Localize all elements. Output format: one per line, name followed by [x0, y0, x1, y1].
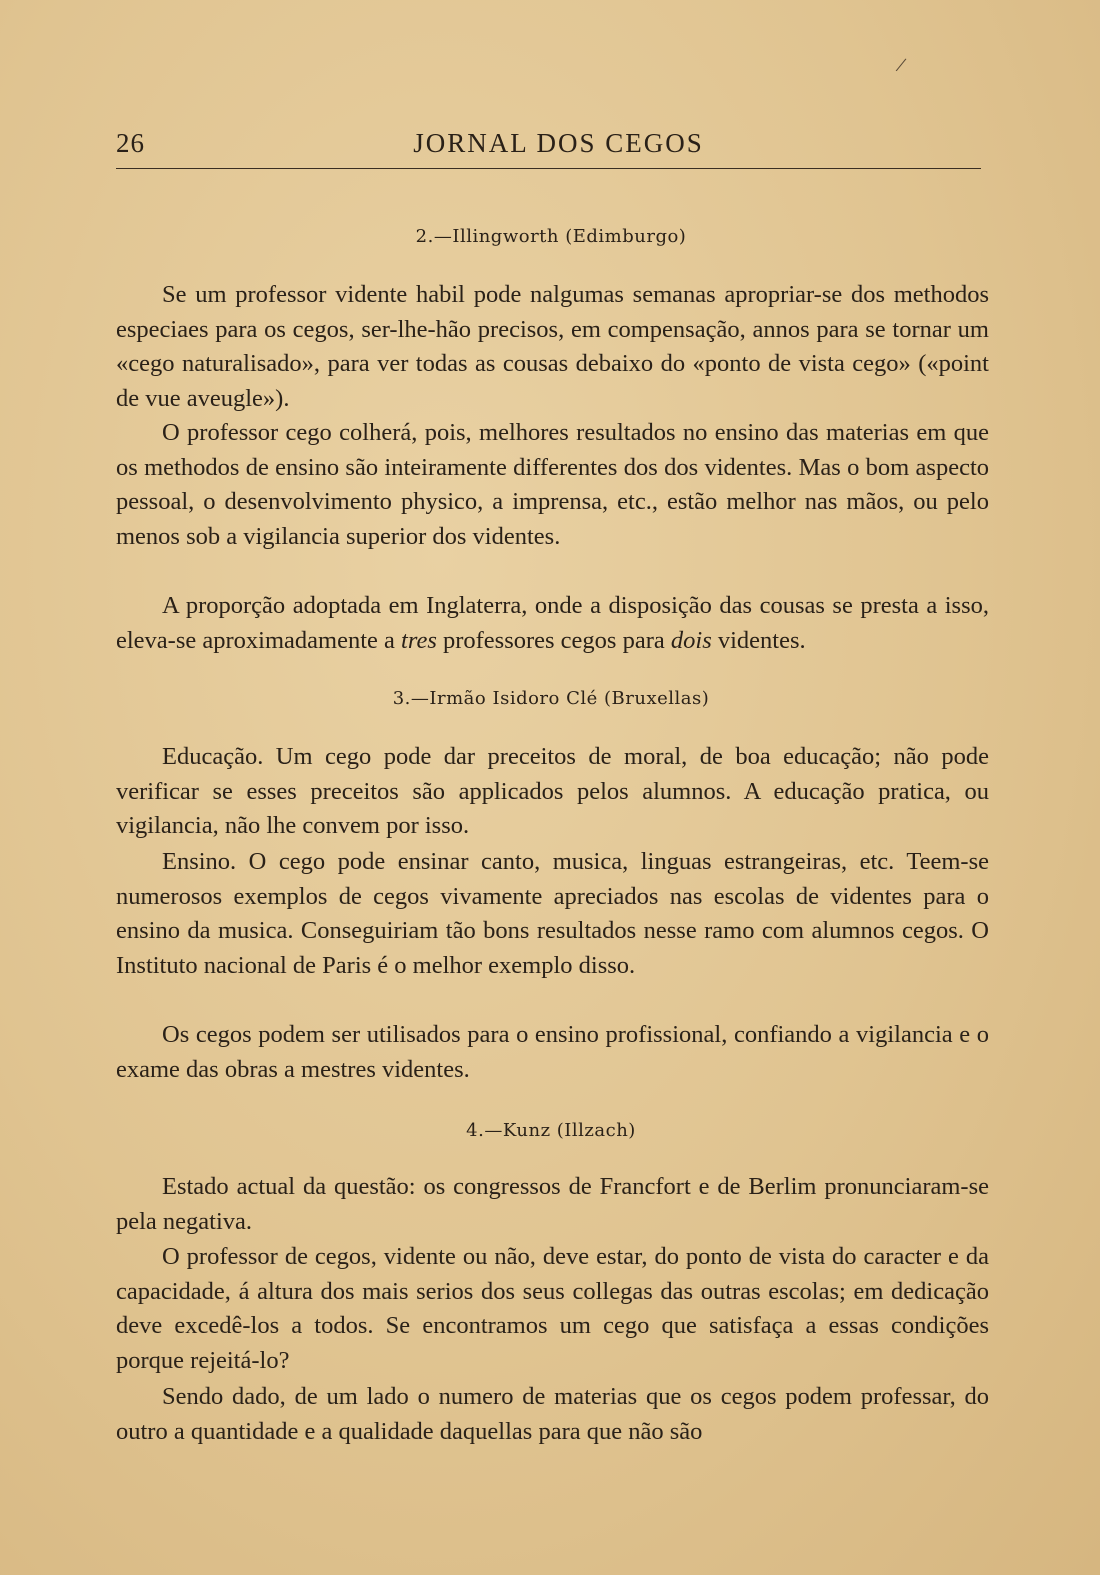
text-run: videntes. [711, 626, 806, 654]
running-title: JORNAL DOS CEGOS [413, 128, 704, 158]
text-run: A proporção adoptada em Inglaterra, onde a disposição das cousas se presta a isso, eleva-se aproximadamente a [116, 592, 989, 654]
paragraph: Se um professor vidente habil pode nalgumas semanas apropriar-se dos methodos especiaes para os cegos, ser-lhe-hão precisos, em compensação, annos para se tornar um «cego naturalisado», para ver todas as cousas debaixo do «ponto de vista cego» («point de vue aveugle»). [116, 281, 989, 412]
page-number: 26 [116, 128, 145, 158]
paragraph-with-italics [116, 589, 989, 658]
paragraph: O professor de cegos, vidente ou não, deve estar, do ponto de vista do caracter e da capacidade, á altura dos mais serios dos seus collegas das outras escolas; em dedicação deve excedê-los a todos. Se encontramos um cego que satisfaça a essas condições porque rejeitá-lo? [116, 1243, 989, 1374]
section-heading-kunz: 4.—Kunz (Illzach) [466, 1120, 636, 1141]
text-run: professores cegos para [436, 626, 671, 654]
header-rule [116, 168, 981, 169]
section-heading-illingworth: 2.—Illingworth (Edimburgo) [415, 226, 687, 247]
paragraph: Sendo dado, de um lado o numero de materias que os cegos podem professar, do outro a quantidade e a qualidade daquellas para que não são [116, 1383, 989, 1445]
paragraph: Ensino. O cego pode ensinar canto, musica, linguas estrangeiras, etc. Teem-se numerosos exemplos de cegos vivamente apreciados nas escolas de videntes para o ensino da musica. Conseguiriam tão bons resultados nesse ramo com alumnos cegos. O Instituto nacional de Paris é o melhor exemplo disso. [116, 848, 989, 979]
paragraph: O professor cego colherá, pois, melhores resultados no ensino das materias em que os methodos de ensino são inteiramente differentes dos dos videntes. Mas o bom aspecto pessoal, o desenvolvimento physico, a imprensa, etc., estão melhor nas mãos, ou pelo menos sob a vigilancia superior dos videntes. [116, 419, 989, 550]
italic-word: dois [670, 626, 712, 654]
paragraph: Educação. Um cego pode dar preceitos de moral, de boa educação; não pode verificar se esses preceitos são applicados pelos alumnos. A educação pratica, ou vigilancia, não lhe convem por isso. [116, 743, 989, 839]
italic-word: tres [401, 626, 437, 654]
paragraph: Os cegos podem ser utilisados para o ensino profissional, confiando a vigilancia e o exame das obras a mestres videntes. [116, 1021, 989, 1083]
pencil-mark: / [894, 51, 909, 78]
page-header [116, 128, 981, 168]
section-heading-isidoro-cle: 3.—Irmão Isidoro Clé (Bruxellas) [392, 688, 710, 709]
paragraph: Estado actual da questão: os congressos de Francfort e de Berlim pronunciaram-se pela negativa. [116, 1173, 989, 1235]
